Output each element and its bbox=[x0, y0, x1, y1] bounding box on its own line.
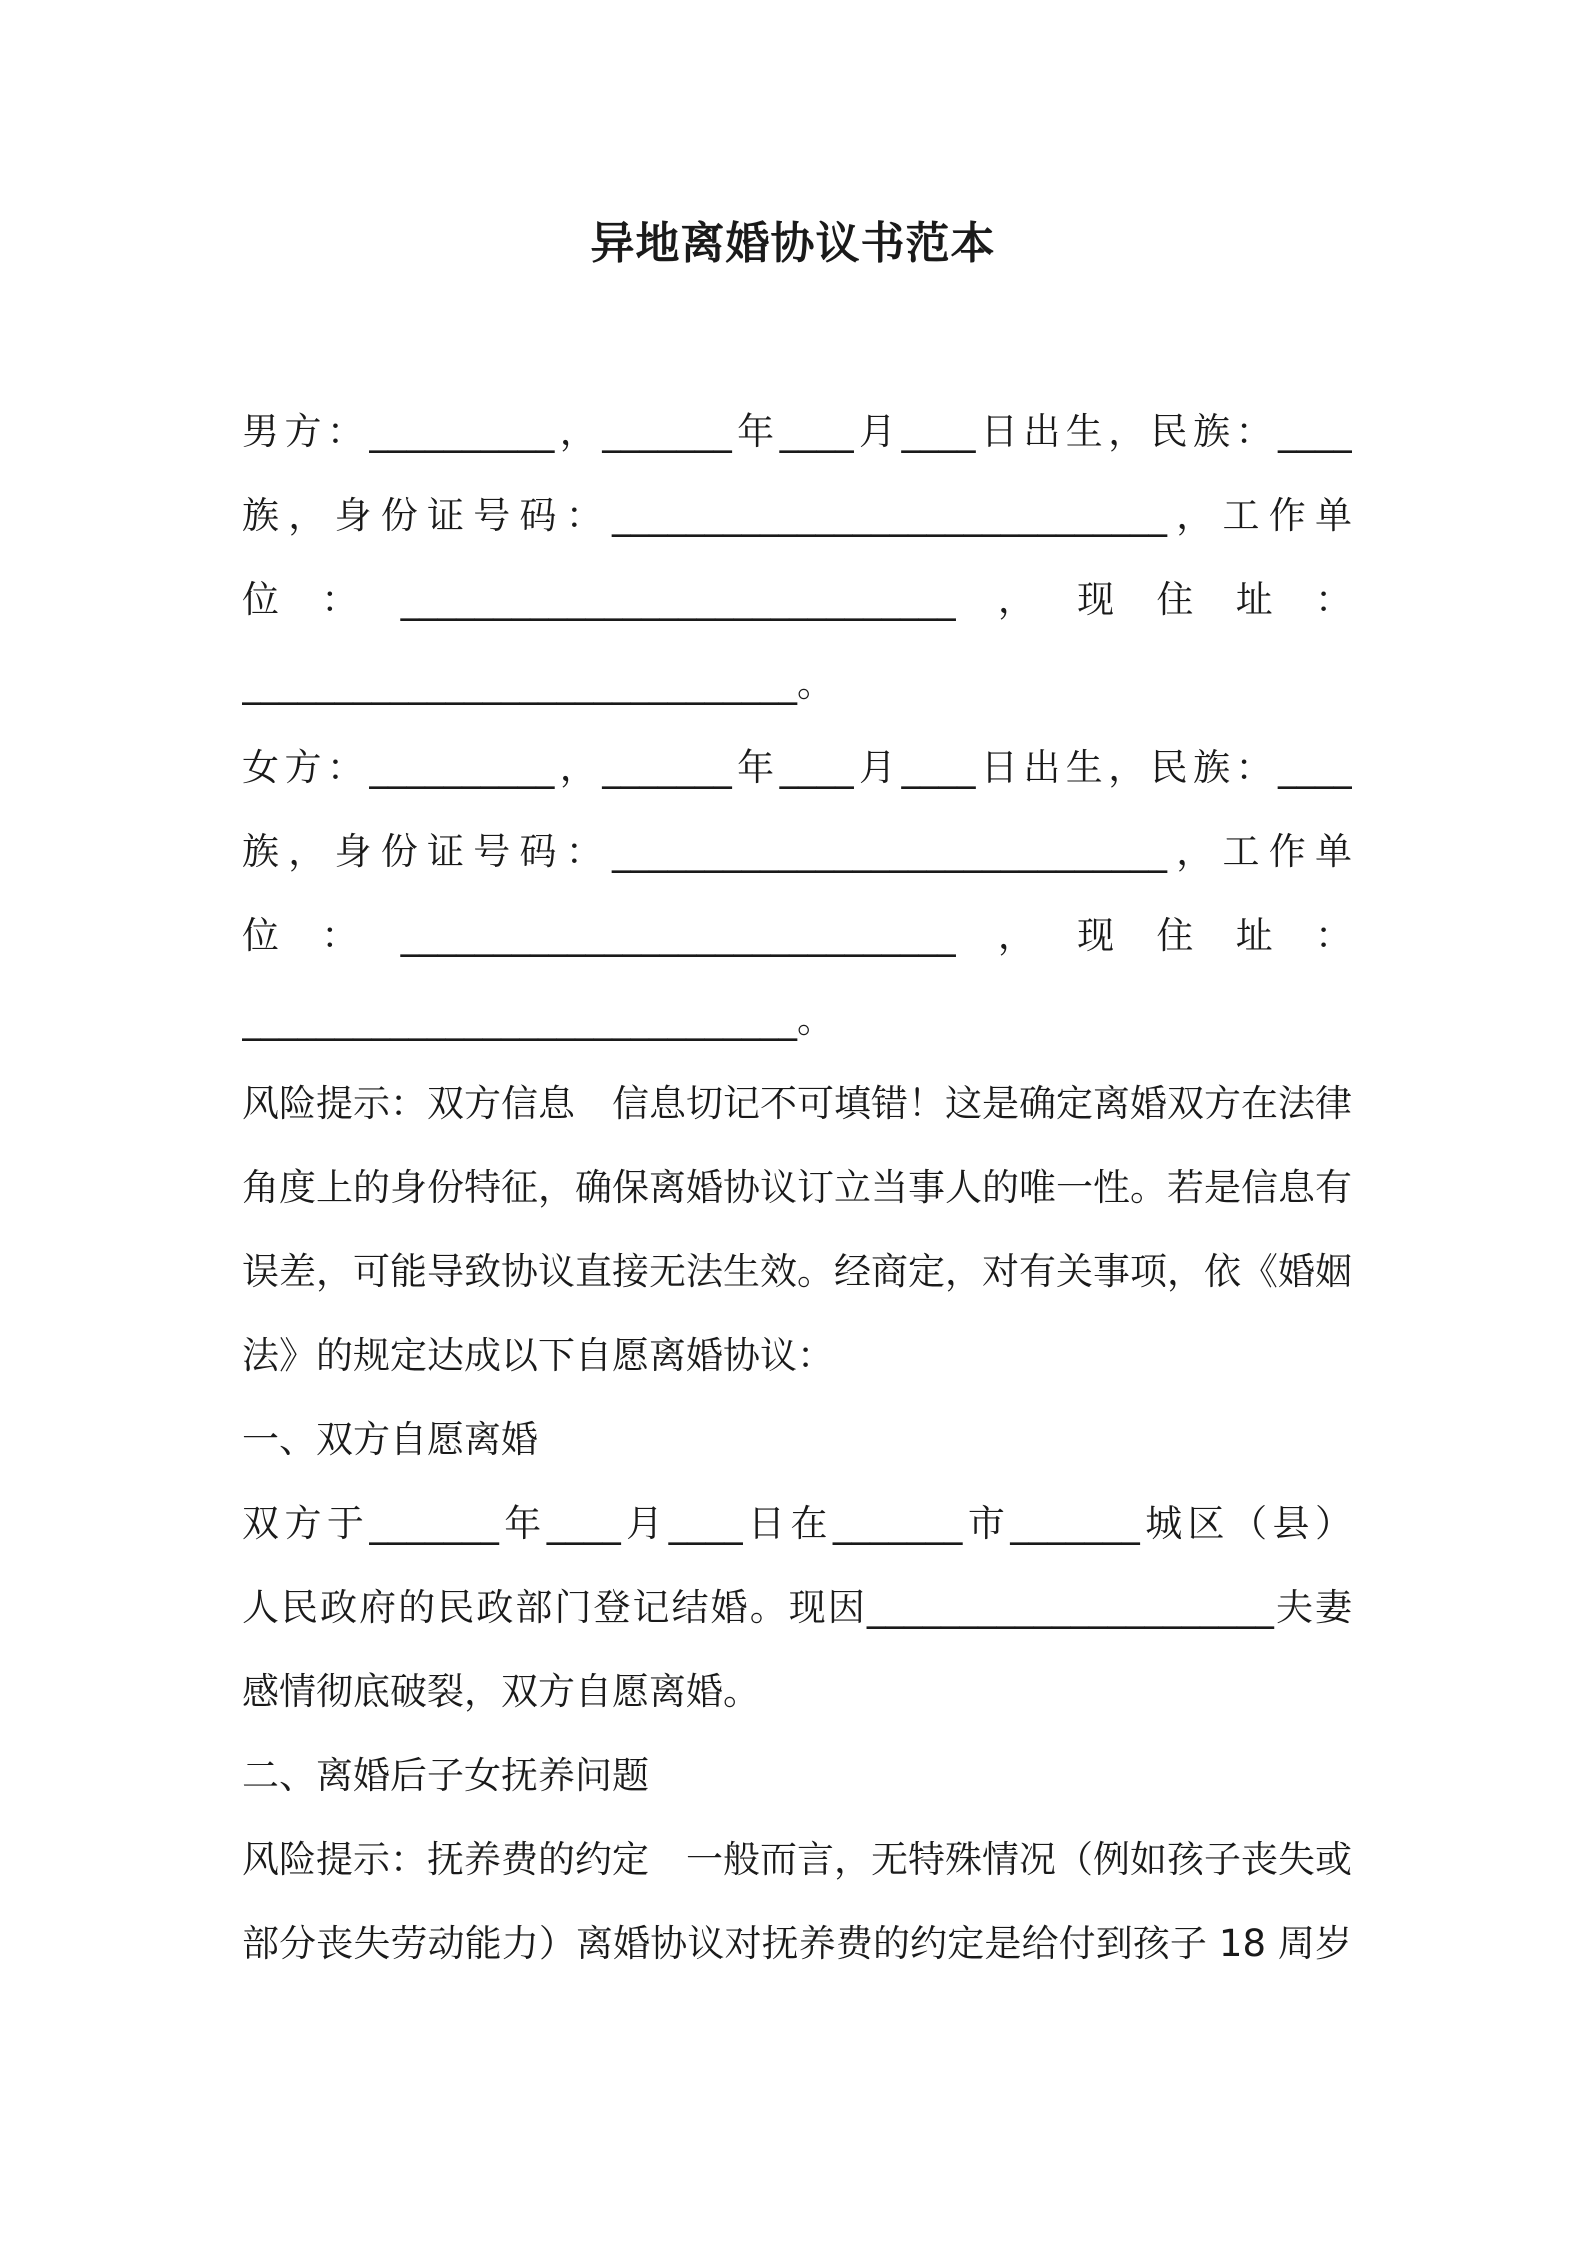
husband-info-line-2: 族，身份证号码：______________________________，工作单 bbox=[242, 494, 1352, 537]
wife-info-line-3: 位：______________________________，现住址： bbox=[242, 914, 1352, 957]
wife-info-line-1: 女方：__________，_______年____月____日出生，民族：____ bbox=[242, 746, 1352, 789]
husband-info-line-1: 男方：__________，_______年____月____日出生，民族：____ bbox=[242, 410, 1352, 453]
risk-note-1-line-4: 法》的规定达成以下自愿离婚协议： bbox=[242, 1334, 834, 1377]
section-1-line-2: 人民政府的民政部门登记结婚。现因______________________夫妻 bbox=[242, 1586, 1352, 1629]
husband-info-line-3: 位：______________________________，现住址： bbox=[242, 578, 1352, 621]
risk-note-1-line-1: 风险提示：双方信息 信息切记不可填错！这是确定离婚双方在法律 bbox=[242, 1082, 1352, 1125]
section-2-heading: 二、离婚后子女抚养问题 bbox=[242, 1754, 649, 1797]
document-title: 异地离婚协议书范本 bbox=[590, 218, 996, 269]
risk-note-1-line-3: 误差，可能导致协议直接无法生效。经商定，对有关事项，依《婚姻 bbox=[242, 1250, 1352, 1293]
section-1-heading: 一、双方自愿离婚 bbox=[242, 1418, 538, 1461]
risk-note-2-line-1: 风险提示：抚养费的约定 一般而言，无特殊情况（例如孩子丧失或 bbox=[242, 1838, 1352, 1881]
section-1-line-1: 双方于_______年____月____日在_______市_______城区（县） bbox=[242, 1502, 1352, 1545]
section-1-line-3: 感情彻底破裂，双方自愿离婚。 bbox=[242, 1670, 760, 1713]
risk-note-1-line-2: 角度上的身份特征，确保离婚协议订立当事人的唯一性。若是信息有 bbox=[242, 1166, 1352, 1209]
wife-info-line-4: ______________________________。 bbox=[242, 998, 834, 1041]
husband-info-line-4: ______________________________。 bbox=[242, 662, 834, 705]
wife-info-line-2: 族，身份证号码：______________________________，工作单 bbox=[242, 830, 1352, 873]
risk-note-2-line-2: 部分丧失劳动能力）离婚协议对抚养费的约定是给付到孩子 18 周岁 bbox=[242, 1922, 1352, 1965]
